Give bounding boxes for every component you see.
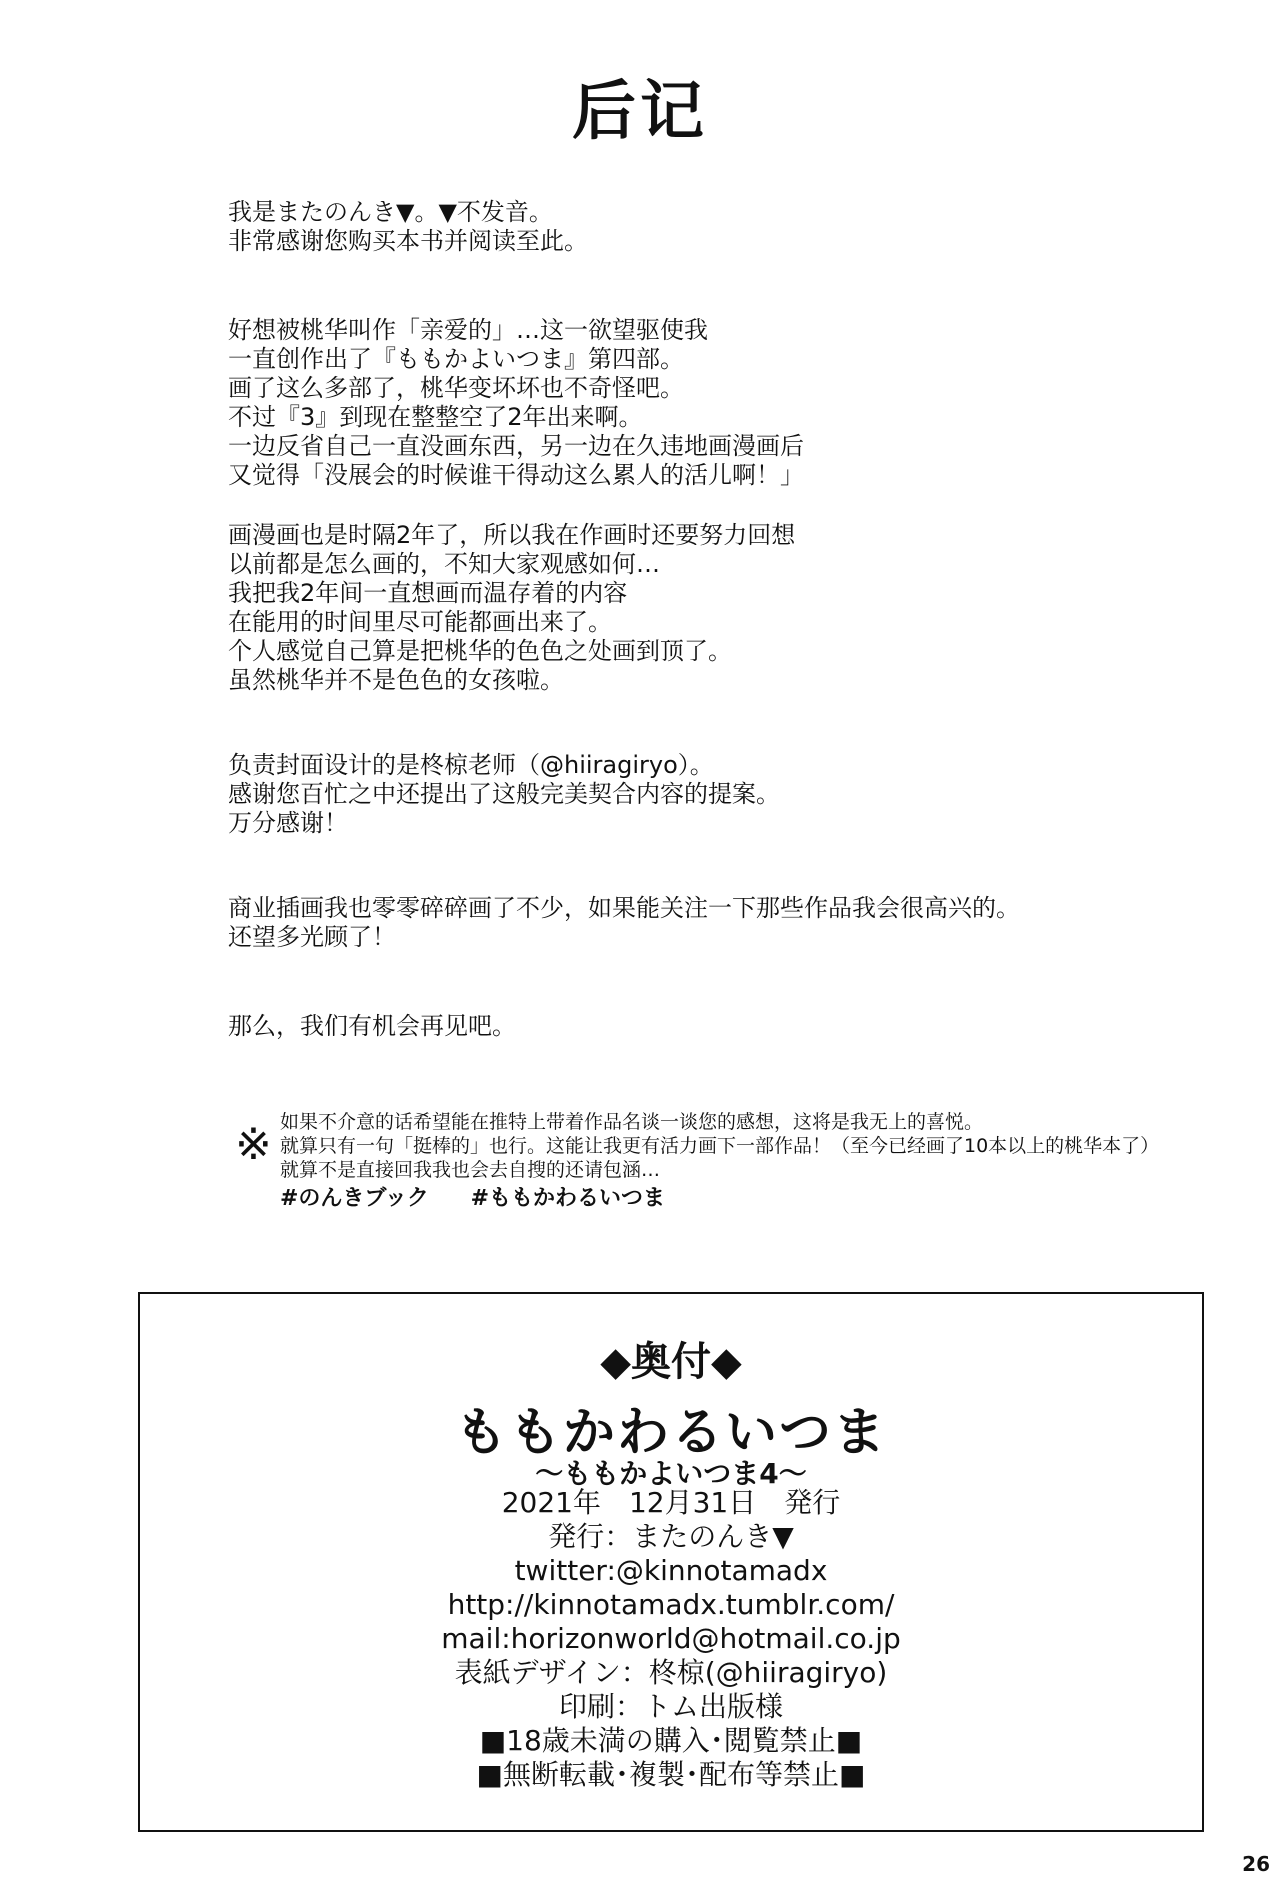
hashtag-list: [280, 1181, 699, 1212]
text-line: 我把我2年间一直想画而温存着的内容: [228, 579, 628, 607]
text-line: 虽然桃华并不是色色的女孩啦。: [228, 666, 564, 694]
website-url: http://kinnotamadx.tumblr.com/: [447, 1588, 895, 1621]
note-line: 如果不介意的话希望能在推特上带着作品名谈一谈您的感想，这将是我无上的喜悦。: [280, 1111, 984, 1133]
cover-design-credit: 表紙デザイン：柊椋(@hiiragiryo): [454, 1656, 888, 1689]
text-line: 又觉得「没展会的时候谁干得动这么累人的活儿啊！」: [228, 461, 804, 489]
hashtag: #のんきブック: [280, 1186, 429, 1211]
text-line: 感谢您百忙之中还提出了这般完美契合内容的提案。: [228, 780, 780, 808]
book-subtitle: 〜ももかよいつま4〜: [535, 1457, 807, 1490]
text-line: 还望多光顾了！: [228, 923, 396, 951]
text-line: 那么，我们有机会再见吧。: [228, 1012, 516, 1040]
paragraph-cover-design: [228, 751, 1128, 838]
paragraph-drawing: [228, 521, 1128, 695]
hashtag: #ももかわるいつま: [470, 1186, 666, 1211]
text-line: 万分感谢！: [228, 809, 348, 837]
printer-credit: 印刷：トム出版様: [558, 1690, 783, 1723]
text-line: 商业插画我也零零碎碎画了不少，如果能关注一下那些作品我会很高兴的。: [228, 894, 1020, 922]
text-line: 非常感谢您购买本书并阅读至此。: [228, 227, 588, 255]
colophon-details: [140, 1486, 1202, 1792]
twitter-handle: twitter:@kinnotamadx: [514, 1554, 828, 1587]
paragraph-commercial: [228, 894, 1128, 952]
text-line: 一边反省自己一直没画东西，另一边在久违地画漫画后: [228, 432, 804, 460]
text-line: 好想被桃华叫作「亲爱的」…这一欲望驱使我: [228, 316, 708, 344]
paragraph-farewell: [228, 1012, 1128, 1041]
paragraph-motivation: [228, 316, 1128, 490]
note-line: 就算只有一句「挺棒的」也行。这能让我更有活力画下一部作品！（至今已经画了10本以上的桃华本了）: [280, 1135, 1160, 1157]
text-line: 我是またのんき▼。▼不发音。: [228, 198, 553, 226]
text-line: 负责封面设计的是柊椋老师（@hiiragiryo）。: [228, 751, 714, 779]
colophon-box: [138, 1292, 1204, 1832]
reference-mark: ※: [235, 1119, 272, 1170]
paragraph-intro: [228, 198, 1128, 256]
colophon-header: ◆奥付◆: [600, 1339, 742, 1385]
text-line: 以前都是怎么画的，不知大家观感如何…: [228, 550, 660, 578]
text-line: 画了这么多部了，桃华变坏坏也不奇怪吧。: [228, 374, 684, 402]
text-line: 个人感觉自己算是把桃华的色色之处画到顶了。: [228, 637, 732, 665]
page-number: 26: [1242, 1852, 1270, 1876]
book-title: ももかわるいつま: [454, 1403, 887, 1463]
text-line: 在能用的时间里尽可能都画出来了。: [228, 608, 612, 636]
note-line: 就算不是直接回我我也会去自搜的还请包涵…: [280, 1159, 661, 1181]
publish-date: 2021年 12月31日 発行: [501, 1486, 841, 1519]
text-line: 画漫画也是时隔2年了，所以我在作画时还要努力回想: [228, 521, 796, 549]
age-restriction-notice: ■18歳未満の購入･閲覧禁止■: [479, 1724, 863, 1757]
text-line: 不过『3』到现在整整空了2年出来啊。: [228, 403, 643, 431]
text-line: 一直创作出了『ももかよいつま』第四部。: [228, 345, 684, 373]
page-title: 后记: [572, 75, 708, 149]
copyright-notice: ■無断転載･複製･配布等禁止■: [476, 1758, 866, 1791]
mail-address: mail:horizonworld@hotmail.co.jp: [441, 1622, 901, 1655]
twitter-note: [280, 1110, 1260, 1182]
publisher: 発行：またのんき▼: [548, 1520, 794, 1553]
